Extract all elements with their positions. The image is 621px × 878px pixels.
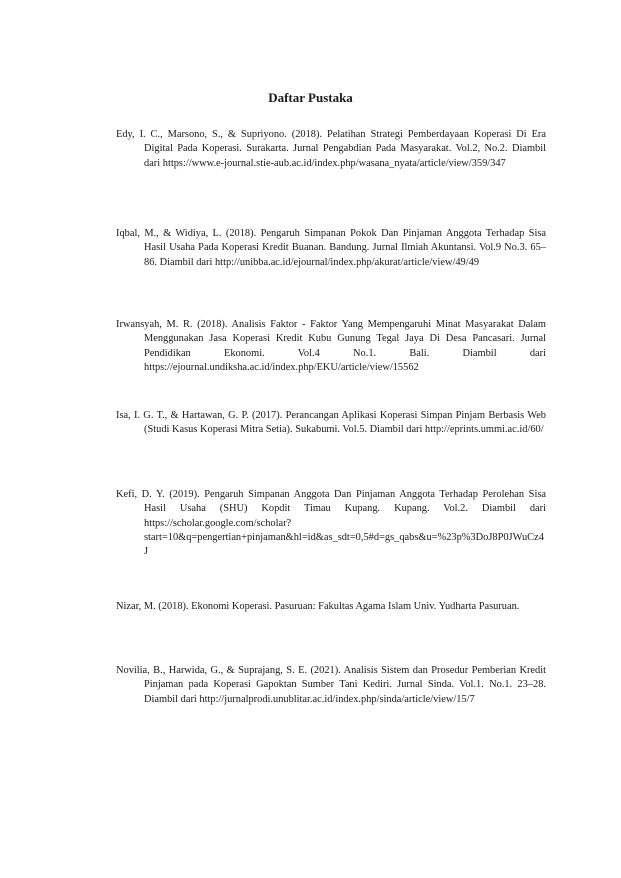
reference-entry: Kefi, D. Y. (2019). Pengaruh Simpanan Anggota Dan Pinjaman Anggota Terhadap Perolehan Sisa Hasil Usaha (SHU) Kopdit Timau Kupang. Kupang. Vol.2. Diambil dari https://scholar.google.com/scholar?start=10&q=pengertian+pinjaman&hl=id&as_sdt=0,5#d=gs_qabs&u=%23p%3DoJ8P0JWuCz4J [116,489,546,558]
page-title: Daftar Pustaka [268,90,353,105]
reference-entry: Iqbal, M., & Widiya, L. (2018). Pengaruh Simpanan Pokok Dan Pinjaman Anggota Terhadap Sisa Hasil Usaha Pada Koperasi Kredit Buanan. Bandung. Jurnal Ilmiah Akuntansi. Vol.9 No.3. 65–86. Diambil dari http://unibba.ac.id/ejournal/index.php/akurat/article/view/49/49 [116,228,546,268]
reference-entry: Edy, I. C., Marsono, S., & Supriyono. (2018). Pelatihan Strategi Pemberdayaan Koperasi Di Era Digital Pada Koperasi. Surakarta. Jurnal Pengabdian Pada Masyarakat. Vol.2, No.2. Diambil dari https://www.e-journal.stie-aub.ac.id/index.php/wasana_nyata/article/view/359/347 [116,129,546,169]
reference-entry: Novilia, B., Harwida, G., & Suprajang, S. E. (2021). Analisis Sistem dan Prosedur Pemberian Kredit Pinjaman pada Koperasi Gapoktan Sumber Tani Kediri. Jurnal Sinda. Vol.1. No.1. 23–28. Diambil dari http://jurnalprodi.unublitar.ac.id/index.php/sinda/article/view/15/7 [116,665,546,705]
reference-entry: Irwansyah, M. R. (2018). Analisis Faktor - Faktor Yang Mempengaruhi Minat Masyarakat Dalam Menggunakan Jasa Koperasi Kredit Kubu Gunung Tegal Jaya Di Desa Pancasari. Jurnal Pendidikan Ekonomi. Vol.4 No.1. Bali. Diambil dari https://ejournal.undiksha.ac.id/index.php/EKU/article/view/15562 [116,319,546,373]
reference-entry: Nizar, M. (2018). Ekonomi Koperasi. Pasuruan: Fakultas Agama Islam Univ. Yudharta Pasuruan. [116,601,520,612]
reference-entry: Isa, I. G. T., & Hartawan, G. P. (2017). Perancangan Aplikasi Koperasi Simpan Pinjam Berbasis Web (Studi Kasus Koperasi Mitra Setia). Sukabumi. Vol.5. Diambil dari http://eprints.ummi.ac.id/60/ [116,410,546,436]
